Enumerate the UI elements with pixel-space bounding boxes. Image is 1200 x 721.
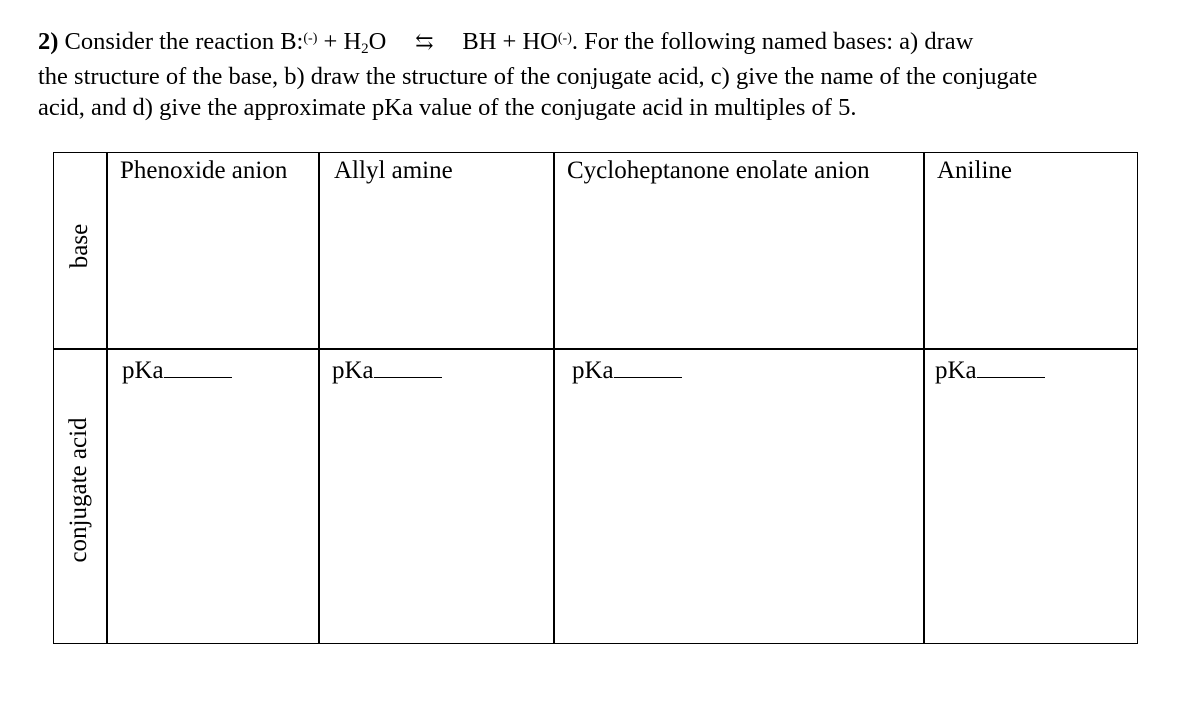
column-divider (553, 153, 555, 643)
column-divider (318, 153, 320, 643)
pka-label: pKa (935, 357, 977, 384)
water-o: O (368, 28, 387, 55)
pka-blank-line[interactable] (374, 355, 442, 378)
column-header-allyl-amine: Allyl amine (334, 157, 453, 184)
pka-field-aniline[interactable] (935, 355, 1045, 387)
pka-label: pKa (122, 357, 164, 384)
column-header-aniline: Aniline (937, 157, 1012, 184)
question-line-2: the structure of the base, b) draw the structure of the conjugate acid, c) give the name of the conjugate (38, 63, 1038, 90)
pka-blank-line[interactable] (977, 355, 1045, 378)
row-divider (54, 348, 1137, 350)
charge-minus-base: (-) (303, 31, 318, 46)
equilibrium-arrow-icon: ⇆ (415, 29, 434, 54)
column-header-phenoxide: Phenoxide anion (120, 157, 288, 184)
answer-table (53, 152, 1138, 644)
pka-field-cycloheptanone-enolate[interactable] (572, 355, 682, 387)
plus-sign: + (323, 28, 338, 55)
row-label-base: base (66, 223, 93, 269)
question-text (38, 26, 1168, 123)
column-header-cycloheptanone-enolate: Cycloheptanone enolate anion (567, 157, 870, 184)
question-line-3: acid, and d) give the approximate pKa value of the conjugate acid in multiples of 5. (38, 94, 857, 121)
pka-blank-line[interactable] (164, 355, 232, 378)
pka-field-phenoxide[interactable] (122, 355, 232, 387)
pka-blank-line[interactable] (614, 355, 682, 378)
charge-minus-hydroxide: (-) (557, 31, 572, 46)
question-instructions-start: . For the following named bases: a) draw (571, 28, 974, 55)
water-subscript: 2 (361, 41, 369, 57)
column-divider (106, 153, 108, 643)
water-h: H (343, 28, 362, 55)
column-divider (923, 153, 925, 643)
row-label-conjugate-acid: conjugate acid (65, 417, 92, 563)
question-line-1 (38, 26, 1168, 61)
question-number: 2) (38, 28, 59, 55)
pka-label: pKa (572, 357, 614, 384)
pka-label: pKa (332, 357, 374, 384)
pka-field-allyl-amine[interactable] (332, 355, 442, 387)
plus-sign-2: + (502, 28, 517, 55)
product-acid: BH (462, 28, 497, 55)
question-intro: Consider the reaction B: (64, 28, 304, 55)
product-hydroxide: HO (522, 28, 558, 55)
